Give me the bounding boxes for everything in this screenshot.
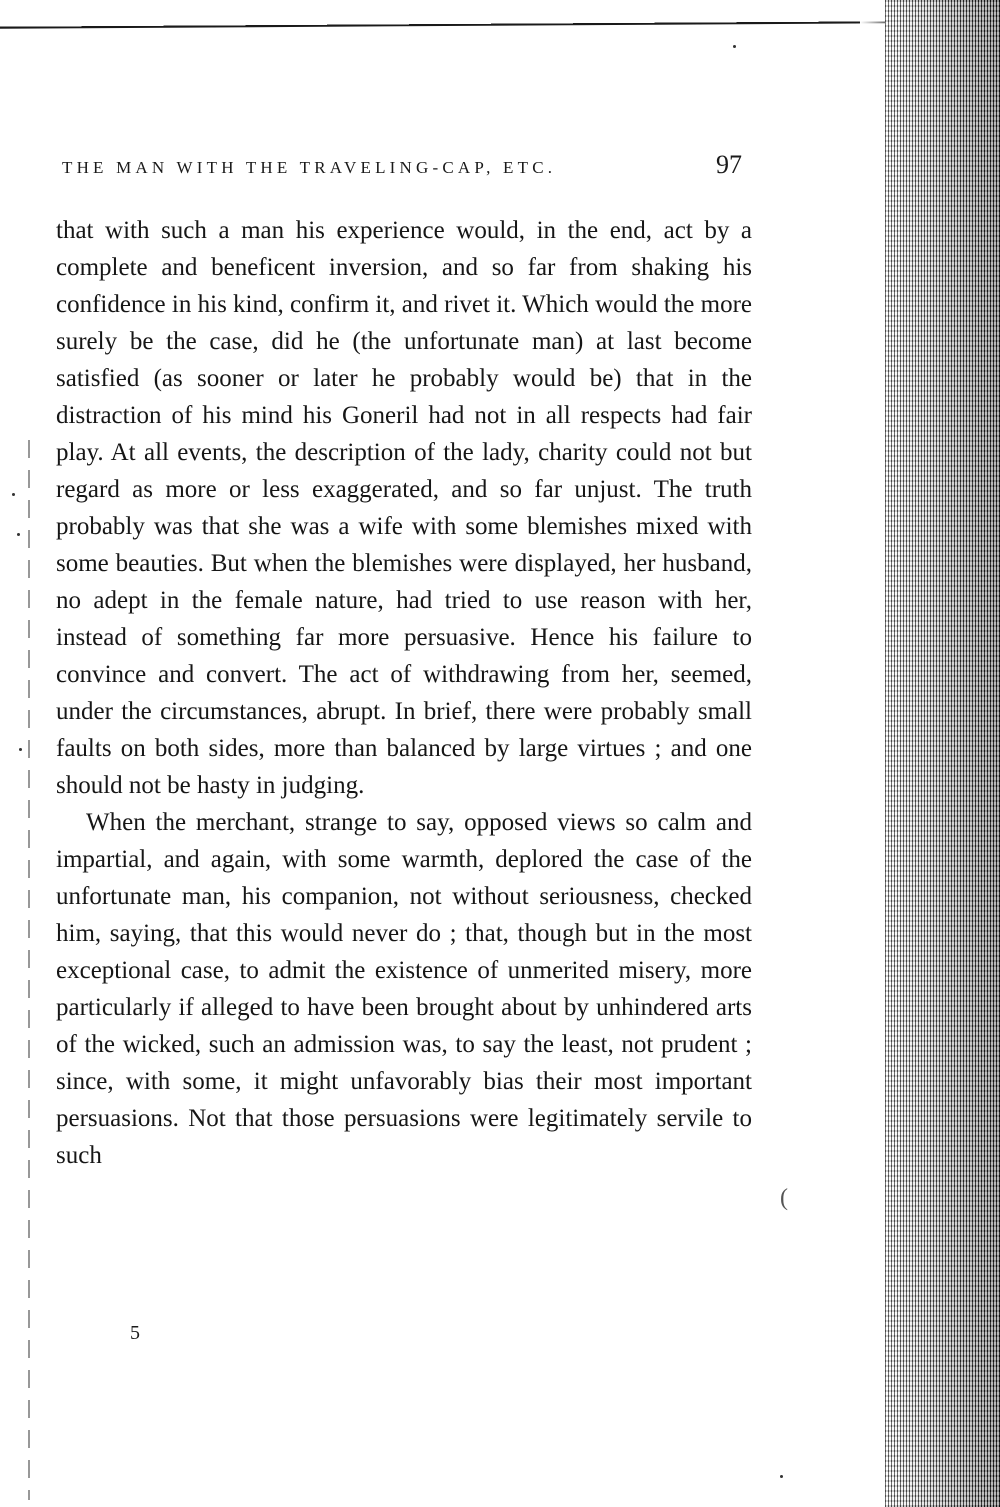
gutter-shadow [28, 440, 30, 1500]
running-title: THE MAN WITH THE TRAVELING-CAP, ETC. [62, 158, 557, 177]
speck [17, 533, 20, 536]
running-head [62, 150, 742, 184]
margin-mark: ( [780, 1185, 788, 1211]
speck [19, 748, 22, 751]
paragraph-2: When the merchant, strange to say, opposed views so calm and impartial, and again, with some warmth, deplored the case of the unfortunate man, his companion, not without seriousness, checked him, saying, that this would never do ; that, though but in the most exceptional case, to admit the existence of unmerited misery, more particularly if alleged to have been brought about by unhindered arts of the wicked, such an admission was, to say the least, not prudent ; since, with some, it might unfavorably bias their most important persuasions. Not that those persuasions were legitimately servile to such [56, 809, 752, 1169]
speck [733, 45, 736, 48]
body-text [56, 212, 752, 1174]
page-edge-shadow [885, 0, 1000, 1507]
paragraph-1: that with such a man his experience would, in the end, act by a complete and beneficent inversion, and so far from shaking his confidence in his kind, confirm it, and rivet it. Which would the more surely be the case, did he (the unfortunate man) at last become satisfied (as sooner or later he probably would be) that in the distraction of his mind his Goneril had not in all respects had fair play. At all events, the description of the lady, charity could not but regard as more or less exaggerated, and so far unjust. The truth probably was that she was a wife with some blemishes mixed with some beauties. But when the blemishes were displayed, her husband, no adept in the female nature, had tried to use reason with her, instead of something far more persuasive. Hence his failure to convince and convert. The act of withdrawing from her, seemed, under the circumstances, abrupt. In brief, there were probably small faults on both sides, more than balanced by large virtues ; and one should not be hasty in judging. [56, 217, 752, 799]
signature-mark: 5 [130, 1322, 140, 1344]
page-number: 97 [716, 150, 742, 179]
top-edge-rule [0, 0, 900, 29]
speck [780, 1475, 783, 1478]
speck [12, 493, 15, 496]
